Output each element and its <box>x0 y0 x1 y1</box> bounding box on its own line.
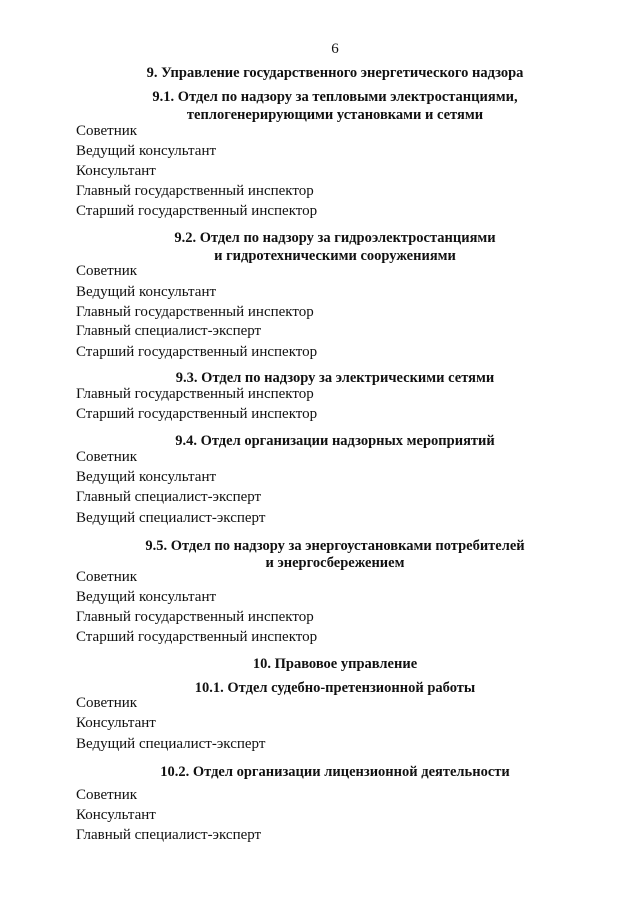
position-item: Главный специалист-эксперт <box>76 323 262 339</box>
position-item: Главный специалист-эксперт <box>76 827 262 843</box>
position-item: Ведущий консультант <box>76 469 217 485</box>
subsection-heading: 10.1. Отдел судебно-претензионной работы <box>194 680 476 696</box>
position-item: Ведущий консультант <box>76 143 217 159</box>
section-heading-10: 10. Правовое управление <box>252 656 418 672</box>
position-item: Ведущий специалист-эксперт <box>76 736 266 752</box>
position-item: Старший государственный инспектор <box>76 203 318 219</box>
subsection-heading: 10.2. Отдел организации лицензионной деятельности <box>160 764 510 780</box>
section-heading-9: 9. Управление государственного энергетического надзора <box>146 65 524 81</box>
position-item: Советник <box>76 569 138 585</box>
position-item: Ведущий консультант <box>76 284 217 300</box>
position-item: Главный государственный инспектор <box>76 304 314 320</box>
position-item: Главный государственный инспектор <box>76 386 314 402</box>
position-item: Главный государственный инспектор <box>76 609 314 625</box>
subsection-heading: и гидротехническими сооружениями <box>214 248 456 264</box>
position-item: Консультант <box>76 163 156 179</box>
position-item: Ведущий специалист-эксперт <box>76 510 266 526</box>
subsection-heading: 9.5. Отдел по надзору за энергоустановками потребителей <box>145 538 525 554</box>
position-item: Старший государственный инспектор <box>76 406 318 422</box>
subsection-heading: и энергосбережением <box>265 555 405 571</box>
position-item: Старший государственный инспектор <box>76 629 318 645</box>
position-item: Консультант <box>76 807 156 823</box>
position-item: Советник <box>76 449 138 465</box>
position-item: Советник <box>76 787 138 803</box>
subsection-heading: 9.3. Отдел по надзору за электрическими сетями <box>175 370 495 386</box>
subsection-heading: 9.4. Отдел организации надзорных мероприятий <box>175 433 495 449</box>
position-item: Старший государственный инспектор <box>76 344 318 360</box>
subsection-heading: теплогенерирующими установками и сетями <box>186 107 484 123</box>
position-item: Консультант <box>76 715 156 731</box>
subsection-heading: 9.2. Отдел по надзору за гидроэлектростанциями <box>174 230 496 246</box>
position-item: Советник <box>76 263 138 279</box>
position-item: Ведущий консультант <box>76 589 217 605</box>
subsection-heading: 9.1. Отдел по надзору за тепловыми электростанциями, <box>152 89 518 105</box>
position-item: Советник <box>76 695 138 711</box>
position-item: Советник <box>76 123 138 139</box>
page-number: 6 <box>331 41 339 57</box>
position-item: Главный специалист-эксперт <box>76 489 262 505</box>
position-item: Главный государственный инспектор <box>76 183 314 199</box>
